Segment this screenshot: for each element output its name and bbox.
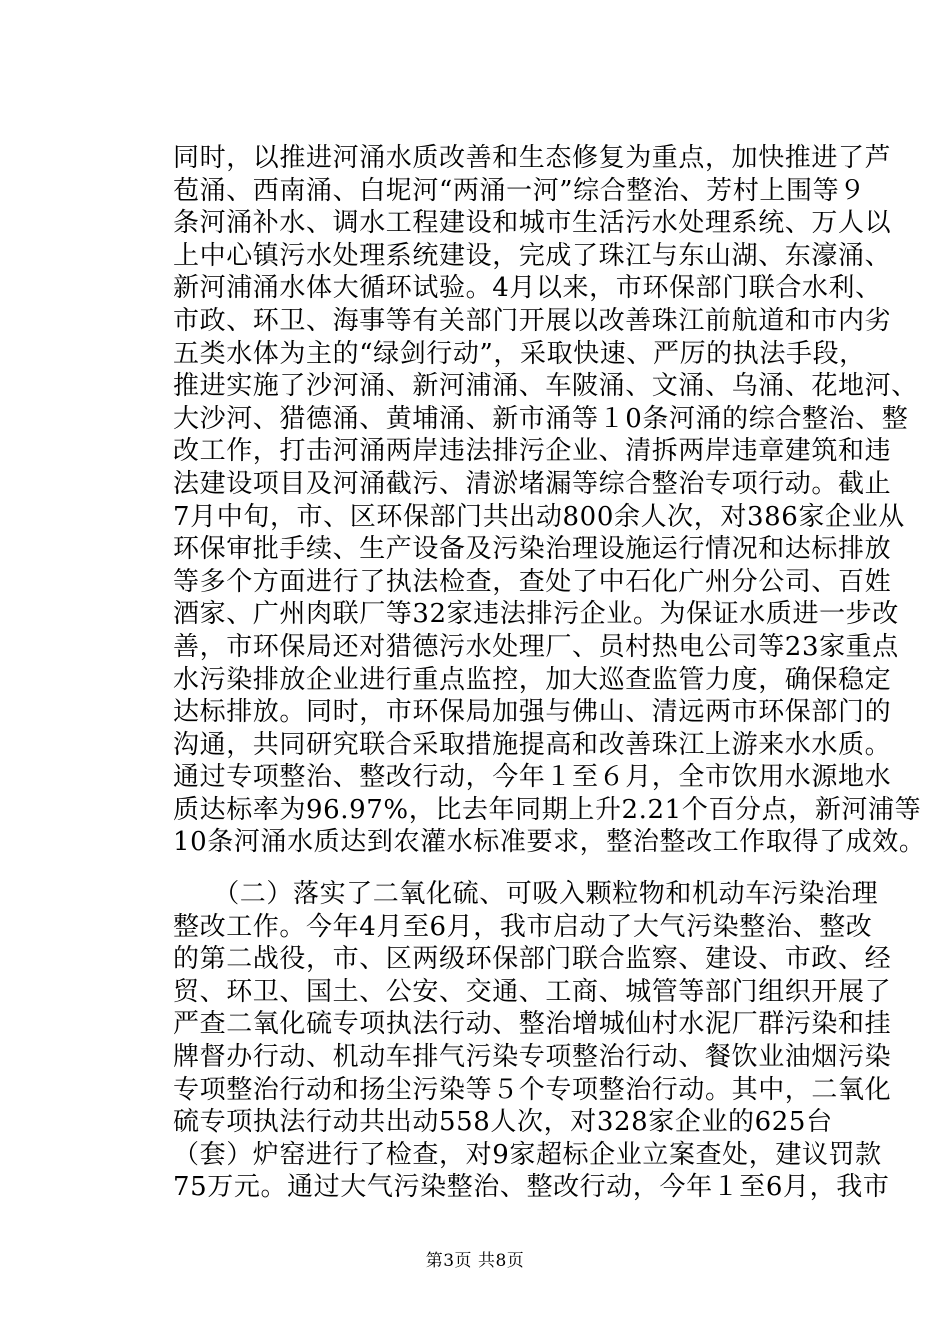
text-line: （套）炉窑进行了检查，对9家超标企业立案查处，建议罚款	[173, 1139, 882, 1170]
text-line: 酒家、广州肉联厂等32家违法排污企业。为保证水质进一步改	[173, 599, 899, 630]
text-line: （二）落实了二氧化硫、可吸入颗粒物和机动车污染治理	[173, 879, 879, 909]
text-line: 7月中旬，市、区环保部门共出动800余人次，对386家企业从	[173, 501, 905, 532]
text-line: 等多个方面进行了执法检查，查处了中石化广州分公司、百姓	[173, 566, 892, 597]
text-line: 的第二战役，市、区两级环保部门联合监察、建设、市政、经	[173, 944, 892, 975]
text-line: 大沙河、猎德涌、黄埔涌、新市涌等１0条河涌的综合整治、整	[173, 403, 909, 434]
text-line: 贸、环卫、国土、公安、交通、工商、城管等部门组织开展了	[173, 976, 892, 1007]
text-line: 10条河涌水质达到农灌水标准要求，整治整改工作取得了成效。	[173, 827, 926, 858]
text-line: 硫专项执法行动共出动558人次，对328家企业的625台	[173, 1107, 833, 1138]
text-line: 善，市环保局还对猎德污水处理厂、员村热电公司等23家重点	[173, 631, 899, 662]
text-line: 专项整治行动和扬尘污染等５个专项整治行动。其中，二氧化	[173, 1074, 892, 1105]
text-line: 75万元。通过大气污染整治、整改行动，今年１至6月，我市	[173, 1172, 890, 1203]
text-line: 质达标率为96.97%，比去年同期上升2.21个百分点，新河浦等	[173, 794, 922, 825]
text-line: 改工作，打击河涌两岸违法排污企业、清拆两岸违章建筑和违	[173, 436, 892, 467]
text-line: 苞涌、西南涌、白坭河“两涌一河”综合整治、芳村上围等９	[173, 175, 866, 206]
page-number-footer: 第3页 共8页	[425, 1251, 525, 1271]
text-line: 市政、环卫、海事等有关部门开展以改善珠江前航道和市内劣	[173, 305, 892, 336]
text-line: 牌督办行动、机动车排气污染专项整治行动、餐饮业油烟污染	[173, 1041, 892, 1072]
paragraph-water-remediation	[173, 142, 926, 859]
text-line: 沟通，共同研究联合采取措施提高和改善珠江上游来水水质。	[173, 729, 892, 760]
text-line: 通过专项整治、整改行动，今年１至６月，全市饮用水源地水	[173, 762, 892, 793]
text-line: 水污染排放企业进行重点监控，加大巡查监管力度，确保稳定	[173, 664, 892, 695]
text-line: 上中心镇污水处理系统建设，完成了珠江与东山湖、东濠涌、	[173, 240, 892, 271]
text-line: 整改工作。今年4月至6月，我市启动了大气污染整治、整改	[173, 911, 873, 942]
text-line: 同时，以推进河涌水质改善和生态修复为重点，加快推进了芦	[173, 143, 892, 173]
text-line: 法建设项目及河涌截污、清淤堵漏等综合整治专项行动。截止	[173, 468, 892, 499]
text-line: 严查二氧化硫专项执法行动、整治增城仙村水泥厂群污染和挂	[173, 1009, 892, 1040]
paragraph-air-remediation	[173, 878, 892, 1204]
text-line: 新河浦涌水体大循环试验。4月以来，市环保部门联合水利、	[173, 273, 882, 304]
text-line: 达标排放。同时，市环保局加强与佛山、清远两市环保部门的	[173, 697, 892, 728]
text-line: 条河涌补水、调水工程建设和城市生活污水处理系统、万人以	[173, 208, 892, 239]
text-line: 推进实施了沙河涌、新河浦涌、车陂涌、文涌、乌涌、花地河、	[173, 371, 918, 402]
text-line: 环保审批手续、生产设备及污染治理设施运行情况和达标排放	[173, 534, 892, 565]
text-line: 五类水体为主的“绿剑行动”，采取快速、严厉的执法手段，	[173, 338, 866, 369]
